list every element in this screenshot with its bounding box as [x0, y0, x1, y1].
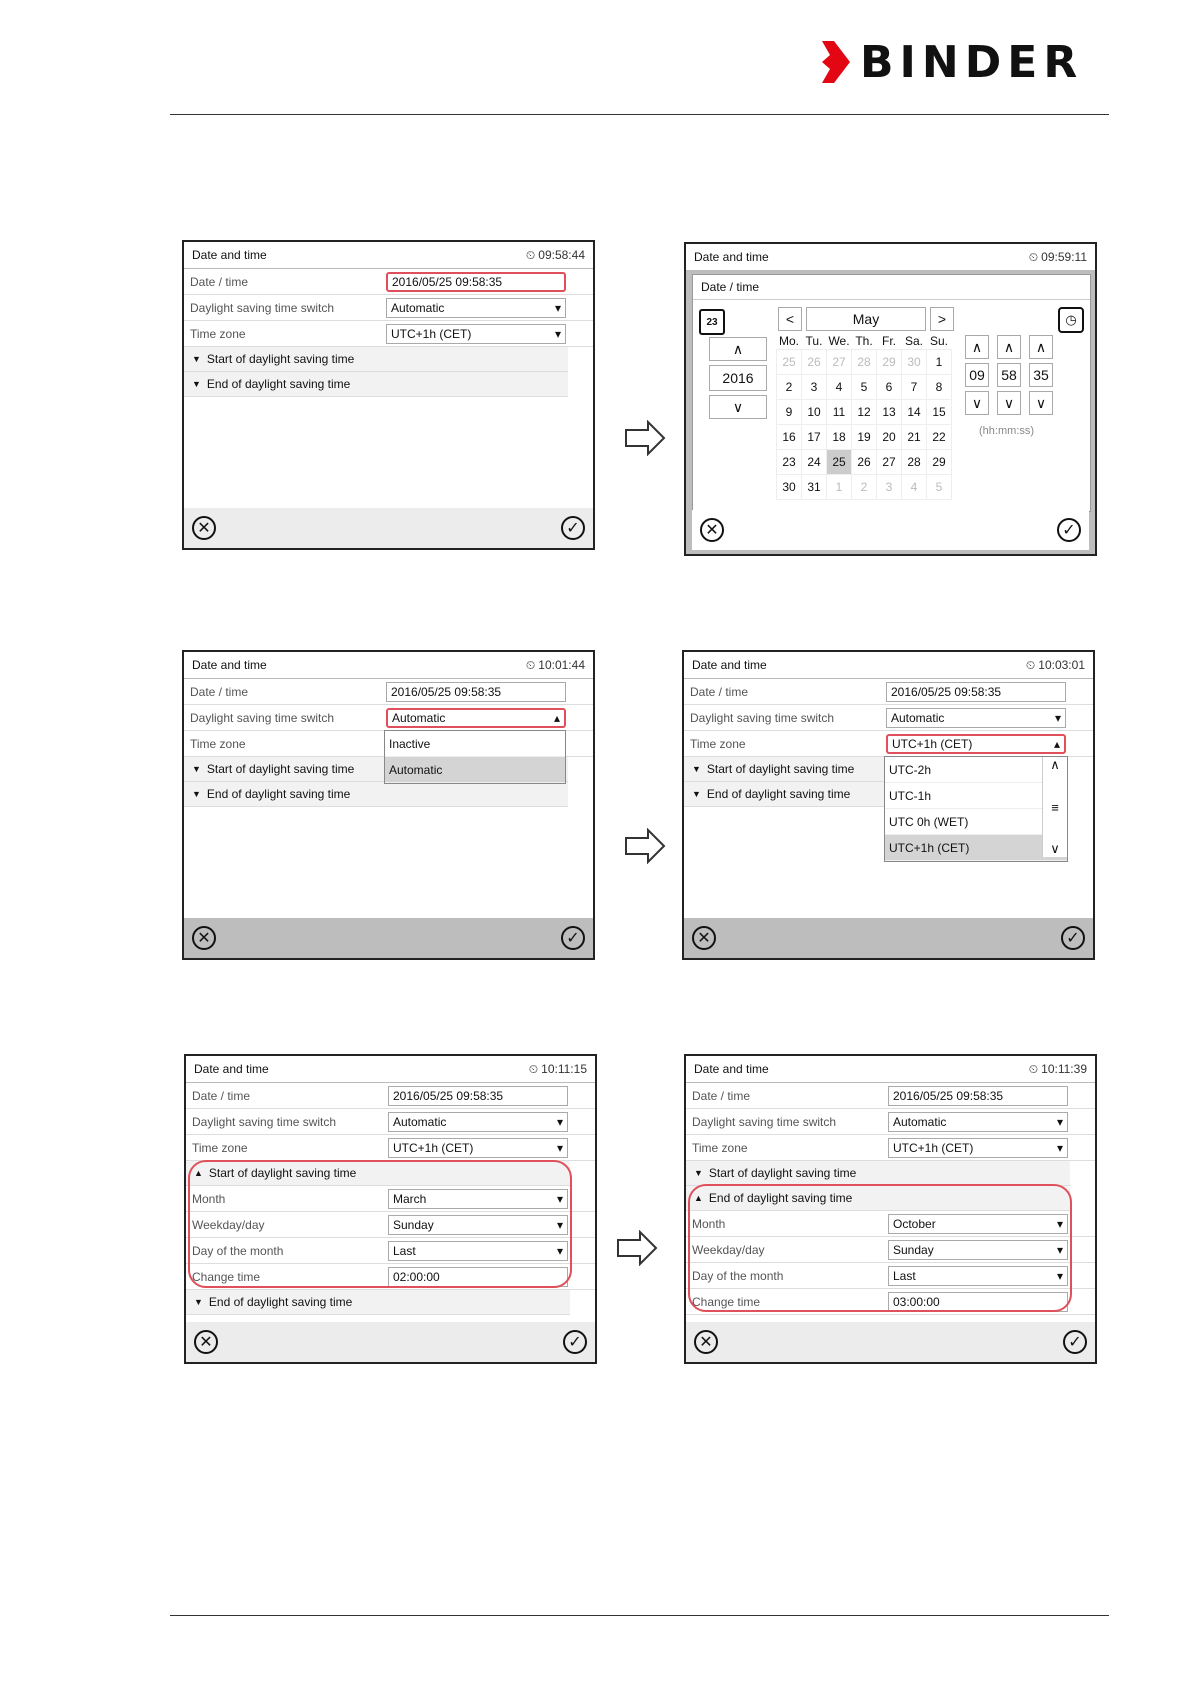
chevron-up-icon: ▴ — [553, 710, 560, 725]
calendar-day[interactable]: 7 — [902, 375, 927, 400]
logo-chevron-icon — [822, 41, 852, 83]
row-date-time — [184, 679, 593, 705]
date-time-field[interactable] — [888, 1086, 1068, 1106]
calendar-day[interactable]: 11 — [827, 400, 852, 425]
screen-header — [686, 1056, 1095, 1083]
screen-title: Date and time — [192, 658, 267, 672]
date-label: Date / time — [692, 1088, 751, 1103]
section-label: Start of daylight saving time — [206, 762, 355, 776]
cancel-circle-icon[interactable]: ✕ — [692, 926, 716, 950]
header-time: 10:11:15 — [541, 1062, 587, 1076]
tz-label: Time zone — [190, 326, 246, 341]
calendar-grid — [776, 333, 952, 500]
tz-value: UTC+1h (CET) — [893, 1140, 974, 1155]
calendar-day[interactable]: 2 — [777, 375, 802, 400]
screen-start-dst-expanded — [184, 1054, 597, 1364]
tz-option[interactable]: UTC-2h — [885, 757, 1044, 783]
expand-icon: ▼ — [194, 1297, 203, 1307]
dst-option-selected[interactable]: Automatic — [385, 757, 565, 783]
highlight-outline — [188, 1160, 572, 1288]
weekday-header: Sa. — [904, 334, 923, 348]
tz-select[interactable] — [388, 1138, 568, 1158]
date-label: Date / time — [192, 1088, 251, 1103]
dst-select[interactable] — [886, 708, 1066, 728]
section-end-dst[interactable] — [184, 372, 568, 397]
screen-title: Date and time — [692, 658, 767, 672]
day-of-month-value: Last — [893, 1268, 916, 1283]
tz-select[interactable] — [886, 734, 1066, 754]
dst-value: Automatic — [392, 710, 446, 725]
confirm-check-icon[interactable]: ✓ — [563, 1330, 587, 1354]
section-label: End of daylight saving time — [708, 1191, 853, 1205]
chevron-up-icon: ▴ — [1053, 736, 1060, 751]
tz-value: UTC+1h (CET) — [892, 736, 973, 751]
confirm-check-icon[interactable]: ✓ — [1057, 518, 1081, 542]
screen-footer — [692, 510, 1089, 550]
weekday-label: Weekday/day — [692, 1242, 765, 1257]
date-value: 2016/05/25 09:58:35 — [891, 684, 1002, 699]
calendar-day[interactable]: 23 — [777, 450, 802, 475]
footer-rule — [170, 1615, 1109, 1616]
date-value: 2016/05/25 09:58:35 — [393, 1088, 504, 1103]
second-value[interactable]: 35 — [1029, 363, 1053, 387]
minute-up-button[interactable]: ∧ — [997, 335, 1021, 359]
row-timezone — [184, 321, 593, 347]
dst-value: Automatic — [391, 300, 445, 315]
screen-title: Date and time — [694, 250, 769, 264]
calendar-day[interactable]: 14 — [902, 400, 927, 425]
chevron-down-icon: ▾ — [556, 1140, 563, 1155]
section-end-dst[interactable] — [184, 782, 568, 807]
month-next-button[interactable]: > — [930, 307, 954, 331]
weekday-header: We. — [828, 334, 850, 348]
screen-header — [184, 652, 593, 679]
dst-select[interactable] — [888, 1112, 1068, 1132]
scroll-up-icon[interactable]: ∧ — [1050, 757, 1060, 772]
row-timezone — [686, 1135, 1095, 1161]
row-date-time — [686, 1083, 1095, 1109]
row-date-time — [184, 269, 593, 295]
calendar-day[interactable]: 6 — [877, 375, 902, 400]
cancel-circle-icon[interactable]: ✕ — [192, 926, 216, 950]
calendar-day-outside: 5 — [927, 475, 952, 500]
section-label: Start of daylight saving time — [208, 1166, 357, 1180]
highlight-outline — [688, 1184, 1072, 1312]
row-timezone — [186, 1135, 595, 1161]
day-of-month-label: Day of the month — [692, 1268, 784, 1283]
screen-footer — [686, 1322, 1095, 1362]
dst-value: Automatic — [393, 1114, 447, 1129]
calendar-day-outside: 29 — [877, 350, 902, 375]
tz-option[interactable]: UTC-1h — [885, 783, 1044, 809]
tz-label: Time zone — [690, 736, 746, 751]
year-up-button[interactable]: ∧ — [709, 337, 767, 361]
section-label: End of daylight saving time — [208, 1295, 353, 1309]
year-value[interactable]: 2016 — [709, 365, 767, 391]
cancel-circle-icon[interactable]: ✕ — [192, 516, 216, 540]
row-dst — [184, 295, 593, 321]
calendar-day-outside: 28 — [852, 350, 877, 375]
chevron-down-icon: ▾ — [1056, 1114, 1063, 1129]
section-label: End of daylight saving time — [206, 787, 351, 801]
dialog-title: Date / time — [693, 275, 1090, 300]
calendar-day[interactable]: 25 — [827, 450, 852, 475]
binder-logo — [822, 36, 1084, 88]
calendar-day-outside: 25 — [777, 350, 802, 375]
scroll-down-icon[interactable]: ∨ — [1050, 841, 1060, 856]
right-arrow-icon — [624, 828, 666, 864]
calendar-day-outside: 2 — [852, 475, 877, 500]
dst-value: Automatic — [893, 1114, 947, 1129]
dst-select[interactable] — [388, 1112, 568, 1132]
header-time: 09:58:44 — [538, 248, 585, 262]
section-start-dst[interactable] — [686, 1161, 1070, 1186]
screen-footer — [184, 508, 593, 548]
dst-options-list — [384, 730, 566, 784]
calendar-day[interactable]: 10 — [802, 400, 827, 425]
screen-timezone-dropdown — [682, 650, 1095, 960]
date-value: 2016/05/25 09:58:35 — [392, 274, 503, 289]
minute-value[interactable]: 58 — [997, 363, 1021, 387]
screen-footer — [684, 918, 1093, 958]
month-label: May — [806, 307, 926, 331]
hour-value[interactable]: 09 — [965, 363, 989, 387]
weekday-header: Th. — [855, 334, 873, 348]
list-scrollbar[interactable] — [1042, 757, 1067, 857]
right-arrow-icon — [624, 420, 666, 456]
expand-icon: ▼ — [192, 764, 201, 774]
dst-label: Daylight saving time switch — [190, 710, 335, 725]
header-time: 10:11:39 — [1041, 1062, 1087, 1076]
date-value: 2016/05/25 09:58:35 — [391, 684, 502, 699]
clock-icon: ⏲ — [525, 657, 536, 672]
row-dst — [184, 705, 593, 731]
cancel-circle-icon[interactable]: ✕ — [700, 518, 724, 542]
minute-down-button[interactable]: ∨ — [997, 391, 1021, 415]
calendar-day[interactable]: 30 — [777, 475, 802, 500]
chevron-down-icon: ▾ — [556, 1114, 563, 1129]
expand-icon: ▼ — [694, 1168, 703, 1178]
change-time-value: 02:00:00 — [393, 1269, 440, 1284]
calendar-day-outside: 30 — [902, 350, 927, 375]
calendar-day[interactable]: 13 — [877, 400, 902, 425]
screen-date-picker — [684, 242, 1097, 556]
cancel-circle-icon[interactable]: ✕ — [694, 1330, 718, 1354]
hour-down-button[interactable]: ∨ — [965, 391, 989, 415]
calendar-day[interactable]: 4 — [827, 375, 852, 400]
header-time: 10:03:01 — [1038, 658, 1085, 672]
month-nav — [778, 307, 954, 331]
weekday-header: Tu. — [805, 334, 823, 348]
calendar-day[interactable]: 3 — [802, 375, 827, 400]
section-label: End of daylight saving time — [206, 377, 351, 391]
clock-picker-icon[interactable]: ◷ — [1058, 307, 1084, 333]
calendar-day[interactable]: 31 — [802, 475, 827, 500]
tz-option[interactable]: UTC 0h (WET) — [885, 809, 1044, 835]
calendar-day[interactable]: 5 — [852, 375, 877, 400]
dst-label: Daylight saving time switch — [690, 710, 835, 725]
change-time-label: Change time — [192, 1269, 261, 1284]
weekday-header: Su. — [929, 334, 948, 348]
chevron-down-icon: ▾ — [556, 1191, 563, 1206]
chevron-down-icon: ▾ — [554, 300, 561, 315]
section-start-dst[interactable] — [184, 347, 568, 372]
calendar-day[interactable]: 20 — [877, 425, 902, 450]
calendar-day[interactable]: 19 — [852, 425, 877, 450]
tz-options-list — [884, 756, 1068, 862]
screen-header — [184, 242, 593, 269]
chevron-down-icon: ▾ — [1056, 1242, 1063, 1257]
row-date-time — [186, 1083, 595, 1109]
day-of-month-label: Day of the month — [192, 1243, 284, 1258]
calendar-day[interactable]: 12 — [852, 400, 877, 425]
change-time-label: Change time — [692, 1294, 761, 1309]
second-up-button[interactable]: ∧ — [1029, 335, 1053, 359]
screen-header — [686, 244, 1095, 271]
tz-select[interactable] — [888, 1138, 1068, 1158]
clock-icon: ⏲ — [1028, 249, 1039, 264]
screen-dst-dropdown — [182, 650, 595, 960]
calendar-day-outside: 3 — [877, 475, 902, 500]
row-timezone — [684, 731, 1093, 757]
date-label: Date / time — [690, 684, 749, 699]
calendar-day[interactable]: 27 — [877, 450, 902, 475]
calendar-day-outside: 1 — [827, 475, 852, 500]
expand-icon: ▼ — [192, 789, 201, 799]
calendar-day[interactable]: 15 — [927, 400, 952, 425]
dst-label: Daylight saving time switch — [692, 1114, 837, 1129]
expand-icon: ▼ — [192, 379, 201, 389]
month-label: Month — [692, 1216, 726, 1231]
screen-end-dst-expanded — [684, 1054, 1097, 1364]
calendar-day-outside: 4 — [902, 475, 927, 500]
collapse-icon: ▲ — [694, 1193, 703, 1203]
weekday-header: Mo. — [778, 334, 799, 348]
calendar-icon[interactable] — [699, 309, 725, 335]
calendar-day[interactable]: 18 — [827, 425, 852, 450]
calendar-day[interactable]: 21 — [902, 425, 927, 450]
second-down-button[interactable]: ∨ — [1029, 391, 1053, 415]
dst-select[interactable] — [386, 298, 566, 318]
calendar-day[interactable]: 26 — [852, 450, 877, 475]
chevron-down-icon: ▾ — [1056, 1216, 1063, 1231]
date-time-field[interactable] — [386, 682, 566, 702]
section-label: End of daylight saving time — [706, 787, 851, 801]
year-down-button[interactable]: ∨ — [709, 395, 767, 419]
tz-label: Time zone — [190, 736, 246, 751]
month-value: October — [893, 1216, 936, 1231]
screen-title: Date and time — [694, 1062, 769, 1076]
month-value: March — [393, 1191, 427, 1206]
calendar-day-outside: 26 — [802, 350, 827, 375]
month-prev-button[interactable]: < — [778, 307, 802, 331]
header-time: 09:59:11 — [1041, 250, 1087, 264]
weekday-value: Sunday — [893, 1242, 934, 1257]
right-arrow-icon — [616, 1230, 658, 1266]
calendar-day[interactable]: 22 — [927, 425, 952, 450]
row-dst — [684, 705, 1093, 731]
calendar-day-outside: 27 — [827, 350, 852, 375]
screen-title: Date and time — [192, 248, 267, 262]
clock-icon: ⏲ — [1025, 657, 1036, 672]
screen-title: Date and time — [194, 1062, 269, 1076]
day-of-month-value: Last — [393, 1243, 416, 1258]
time-format-hint: (hh:mm:ss) — [979, 425, 1034, 437]
screen-date-time-main — [182, 240, 595, 550]
row-date-time — [684, 679, 1093, 705]
time-stepper — [965, 335, 1053, 415]
section-end-dst[interactable] — [186, 1290, 570, 1315]
tz-option-selected[interactable]: UTC+1h (CET) — [885, 835, 1067, 861]
dst-label: Daylight saving time switch — [192, 1114, 337, 1129]
scroll-thumb-icon[interactable]: ≡ — [1051, 799, 1059, 815]
calendar-day[interactable]: 29 — [927, 450, 952, 475]
chevron-down-icon: ▾ — [556, 1217, 563, 1232]
screen-footer — [184, 918, 593, 958]
hour-up-button[interactable]: ∧ — [965, 335, 989, 359]
section-label: Start of daylight saving time — [206, 352, 355, 366]
chevron-down-icon: ▾ — [1056, 1140, 1063, 1155]
tz-label: Time zone — [692, 1140, 748, 1155]
date-time-field[interactable] — [386, 272, 566, 292]
change-time-value: 03:00:00 — [893, 1294, 940, 1309]
calendar-day[interactable]: 8 — [927, 375, 952, 400]
year-stepper — [709, 337, 767, 419]
chevron-down-icon: ▾ — [556, 1243, 563, 1258]
row-dst — [186, 1109, 595, 1135]
weekday-header: Fr. — [882, 334, 896, 348]
dst-option[interactable]: Inactive — [385, 731, 565, 757]
dst-value: Automatic — [891, 710, 945, 725]
date-value: 2016/05/25 09:58:35 — [893, 1088, 1004, 1103]
confirm-check-icon[interactable]: ✓ — [561, 926, 585, 950]
section-label: Start of daylight saving time — [708, 1166, 857, 1180]
date-time-field[interactable] — [388, 1086, 568, 1106]
date-label: Date / time — [190, 274, 249, 289]
header-rule — [170, 114, 1109, 115]
expand-icon: ▼ — [192, 354, 201, 364]
tz-value: UTC+1h (CET) — [391, 326, 472, 341]
clock-icon: ⏲ — [528, 1061, 539, 1076]
section-label: Start of daylight saving time — [706, 762, 855, 776]
clock-icon: ⏲ — [1028, 1061, 1039, 1076]
calendar-day[interactable]: 17 — [802, 425, 827, 450]
dst-select[interactable] — [386, 708, 566, 728]
clock-icon: ⏲ — [525, 247, 536, 262]
collapse-icon: ▲ — [194, 1168, 203, 1178]
date-picker-dialog — [692, 274, 1091, 512]
cancel-circle-icon[interactable]: ✕ — [194, 1330, 218, 1354]
screen-header — [684, 652, 1093, 679]
chevron-down-icon: ▾ — [554, 326, 561, 341]
confirm-check-icon[interactable]: ✓ — [1063, 1330, 1087, 1354]
calendar-day[interactable]: 9 — [777, 400, 802, 425]
chevron-down-icon: ▾ — [1054, 710, 1061, 725]
screen-header — [186, 1056, 595, 1083]
chevron-down-icon: ▾ — [1056, 1268, 1063, 1283]
calendar-day[interactable]: 28 — [902, 450, 927, 475]
brand-name: BINDER — [860, 36, 1084, 88]
header-time: 10:01:44 — [538, 658, 585, 672]
date-label: Date / time — [190, 684, 249, 699]
screen-footer — [186, 1322, 595, 1362]
calendar-icon-day: 23 — [706, 316, 718, 328]
dst-label: Daylight saving time switch — [190, 300, 335, 315]
date-time-field[interactable] — [886, 682, 1066, 702]
expand-icon: ▼ — [692, 764, 701, 774]
confirm-check-icon[interactable]: ✓ — [1061, 926, 1085, 950]
tz-label: Time zone — [192, 1140, 248, 1155]
month-label: Month — [192, 1191, 226, 1206]
calendar-day[interactable]: 16 — [777, 425, 802, 450]
weekday-value: Sunday — [393, 1217, 434, 1232]
expand-icon: ▼ — [692, 789, 701, 799]
calendar-day[interactable]: 1 — [927, 350, 952, 375]
tz-value: UTC+1h (CET) — [393, 1140, 474, 1155]
tz-select[interactable] — [386, 324, 566, 344]
calendar-day[interactable]: 24 — [802, 450, 827, 475]
row-dst — [686, 1109, 1095, 1135]
confirm-check-icon[interactable]: ✓ — [561, 516, 585, 540]
weekday-label: Weekday/day — [192, 1217, 265, 1232]
